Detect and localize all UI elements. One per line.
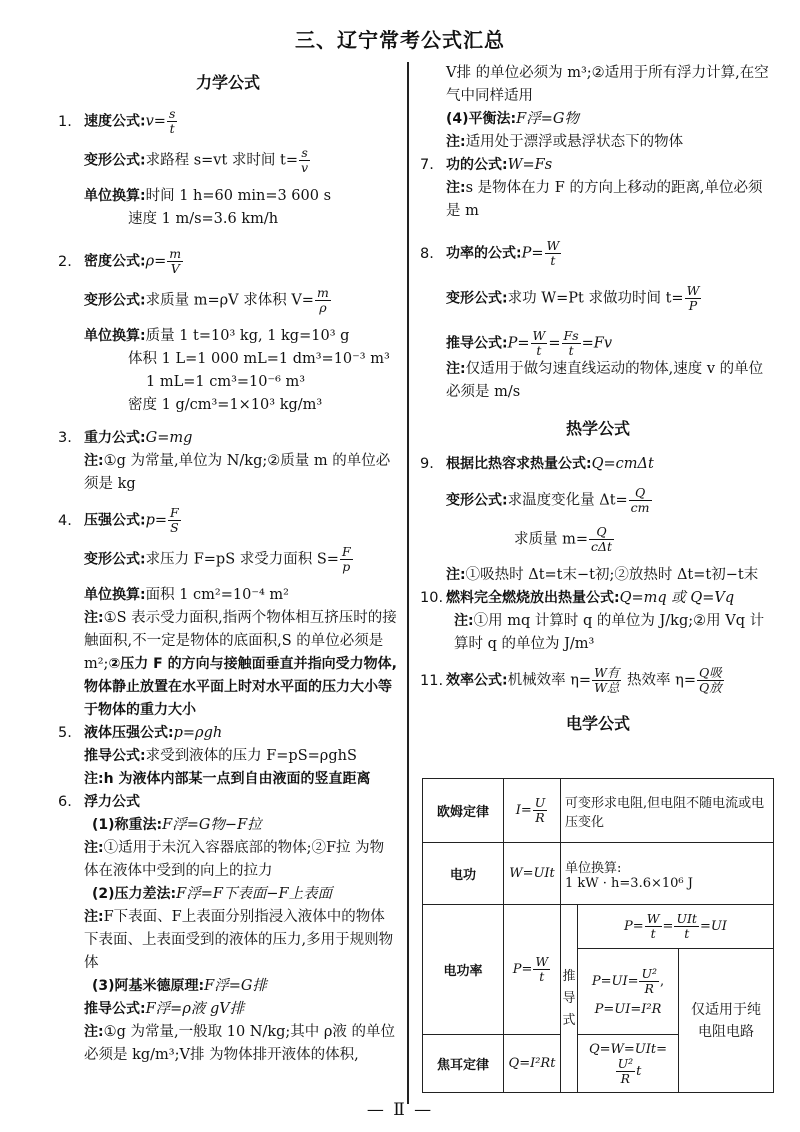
item-6-method-4: (4)平衡法:F浮=G物: [446, 111, 579, 127]
item-2-units-4: 密度 1 g/cm³=1×10³ kg/m³: [128, 397, 323, 413]
item-4-units: 单位换算:面积 1 cm²=10⁻⁴ m²: [84, 587, 289, 603]
derive-power-general: P= $\frac{W}{t}$ = $\frac{\text{UIt}}{t}$ =UI: [578, 905, 774, 949]
row-formula: I= $\frac{U}{R}$: [504, 779, 561, 843]
fraction: $\frac{\text{Q吸}}{\text{Q放}}$: [698, 665, 722, 695]
item-4: 4. 压强公式:p= $\frac{F}{S}$: [58, 505, 179, 535]
table-row-power-top: [423, 905, 774, 949]
page-title: 三、辽宁常考公式汇总: [295, 28, 505, 52]
item-6-method-4-note: 注:适用处于漂浮或悬浮状态下的物体: [446, 134, 684, 150]
item-1-units: 单位换算:时间 1 h=60 min=3 600 s: [84, 188, 332, 204]
row-note: 可变形求电阻,但电阻不随电流或电压变化: [561, 779, 774, 843]
item-2-variant: 变形公式:求质量 m=ρV 求体积 V= $\frac{m}{\rho}$: [84, 285, 329, 315]
row-name: 焦耳定律: [423, 1035, 504, 1093]
table-row-ohm: [423, 779, 774, 843]
item-6: 6. 浮力公式: [58, 794, 140, 810]
item-9-variant: 变形公式:求温度变化量 Δt= $\frac{Q}{cm}$: [446, 485, 650, 515]
item-5-derive: 推导公式:求受到液体的压力 F=pS=ρghS: [84, 748, 357, 764]
item-3-note: 注:①g 为常量,单位为 N/kg;②质量 m 的单位必须是 kg: [84, 453, 391, 492]
fraction: $\frac{s}{v}$: [301, 145, 309, 175]
fraction: $\frac{m}{V}$: [169, 246, 182, 276]
item-9-note: 注:①吸热时 Δt=t末−t初;②放热时 Δt=t初−t末: [446, 567, 759, 583]
fraction: $\frac{\text{W有}}{\text{W总}}$: [594, 665, 620, 695]
derive-power-resistive: P=UI= $\frac{\text{U²}}{R}$ , P=UI=I²R: [578, 949, 679, 1035]
row-name: 电功: [423, 843, 504, 905]
item-8: 8. 功率的公式:P= $\frac{W}{t}$: [420, 238, 560, 268]
item-6-continued: V排 的单位必须为 m³;②适用于所有浮力计算,在空气中同样适用: [446, 65, 769, 104]
fraction: $\frac{Fs}{t}$: [563, 328, 579, 358]
row-formula: W=UIt: [504, 843, 561, 905]
fraction: $\frac{W}{t}$: [546, 238, 560, 268]
fraction: $\frac{s}{t}$: [168, 106, 176, 136]
item-11: 11. 效率公式:机械效率 η= $\frac{\text{W有}}{\text{W总}}$ 热效率 η= $\frac{\text{Q吸}}{\text{Q放}}$: [420, 665, 722, 695]
item-2-units: 单位换算:质量 1 t=10³ kg, 1 kg=10³ g: [84, 328, 350, 344]
item-9: 9. 根据比热容求热量公式:Q=cmΔt: [420, 456, 654, 472]
page-number: — Ⅱ —: [366, 1100, 434, 1120]
item-1-units-2: 速度 1 m/s=3.6 km/h: [128, 211, 279, 227]
fraction: $\frac{m}{\rho}$: [316, 285, 329, 315]
section-heat: 热学公式: [565, 419, 630, 438]
item-7-note: 注:s 是物体在力 F 的方向上移动的距离,单位必须是 m: [446, 180, 763, 219]
item-6-method-3-note: 注:①g 为常量,一般取 10 N/kg;其中 ρ液 的单位必须是 kg/m³;V排 为物体排开液体的体积,: [84, 1024, 396, 1063]
fraction: $\frac{W}{P}$: [686, 283, 700, 313]
item-9-mass: 求质量 m= $\frac{Q}{\text{cΔt}}$: [514, 524, 613, 554]
fraction: $\frac{W}{t}$: [532, 328, 546, 358]
item-10: 10. 燃料完全燃烧放出热量公式:Q=mq 或 Q=Vq: [420, 590, 735, 606]
item-3: 3. 重力公式:G=mg: [58, 430, 193, 446]
item-5: 5. 液体压强公式:p=ρgh: [58, 725, 223, 741]
row-name: 电功率: [423, 905, 504, 1035]
fraction: $\frac{Q}{cm}$: [630, 485, 650, 515]
fraction: $\frac{F}{p}$: [341, 544, 351, 574]
section-mechanics: 力学公式: [195, 73, 260, 92]
item-5-note: 注:h 为液体内部某一点到自由液面的竖直距离: [84, 771, 371, 787]
row-name: 欧姆定律: [423, 779, 504, 843]
fraction: $\frac{F}{S}$: [170, 505, 179, 535]
row-formula: P= $\frac{W}{t}$: [504, 905, 561, 1035]
left-column: [58, 62, 398, 1067]
item-6-method-2: (2)压力差法:F浮=F下表面−F上表面: [92, 886, 333, 902]
item-2: 2. 密度公式:ρ= $\frac{m}{V}$: [58, 246, 182, 276]
item-1-variant: 变形公式:求路程 s=vt 求时间 t= $\frac{s}{v}$: [84, 145, 309, 175]
item-6-method-1: (1)称重法:F浮=G物−F拉: [92, 817, 262, 833]
right-column: [420, 62, 776, 748]
item-8-note: 注:仅适用于做匀速直线运动的物体,速度 v 的单位必须是 m/s: [446, 361, 764, 400]
resistive-only-note: 仅适用于纯电阻电路: [679, 949, 774, 1093]
item-7: 7. 功的公式:W=Fs: [420, 157, 553, 173]
item-8-variant: 变形公式:求功 W=Pt 求做功时间 t= $\frac{W}{P}$: [446, 283, 700, 313]
electric-formula-table: [422, 778, 774, 1093]
item-6-method-2-note: 注:F下表面、F上表面分别指浸入液体中的物体下表面、上表面受到的液体的压力,多用于规则物体: [84, 909, 394, 971]
item-6-method-3: (3)阿基米德原理:F浮=G排: [92, 978, 267, 994]
table-row-work: [423, 843, 774, 905]
item-4-note: 注:①S 表示受力面积,指两个物体相互挤压时的接触面积,不一定是物体的底面积,S 的单位必须是 m²;②压力 F 的方向与接触面垂直并指向受力物体,物体静止放置在水平面上时对水平面的压力大小等于物体的重力大小: [84, 610, 397, 718]
item-1: 1. 速度公式:v= $\frac{s}{t}$: [58, 106, 176, 136]
row-note: 单位换算: 1 kW · h=3.6×10⁶ J: [561, 843, 774, 905]
item-4-variant: 变形公式:求压力 F=pS 求受力面积 S= $\frac{F}{p}$: [84, 544, 351, 574]
item-6-method-3-derive: 推导公式:F浮=ρ液 gV排: [84, 1001, 245, 1017]
column-divider: [407, 62, 409, 1104]
derive-label: 推导式: [561, 905, 578, 1093]
row-formula: Q=I²Rt: [504, 1035, 561, 1093]
item-2-units-2: 体积 1 L=1 000 mL=1 dm³=10⁻³ m³: [128, 351, 390, 367]
item-10-note: 注:①用 mq 计算时 q 的单位为 J/kg;②用 Vq 计算时 q 的单位为 J/m³: [454, 613, 765, 652]
item-8-derive: 推导公式:P= $\frac{W}{t}$ = $\frac{Fs}{t}$ =Fv: [446, 328, 613, 358]
fraction: $\frac{Q}{\text{cΔt}}$: [591, 524, 613, 554]
item-6-method-1-note: 注:①适用于未沉入容器底部的物体;②F拉 为物体在液体中受到的向上的拉力: [84, 840, 385, 879]
derive-joule: Q=W=UIt= $\frac{\text{U²}}{R}$ t: [578, 1035, 679, 1093]
section-electric: 电学公式: [565, 714, 630, 733]
item-2-units-3: 1 mL=1 cm³=10⁻⁶ m³: [146, 374, 306, 390]
